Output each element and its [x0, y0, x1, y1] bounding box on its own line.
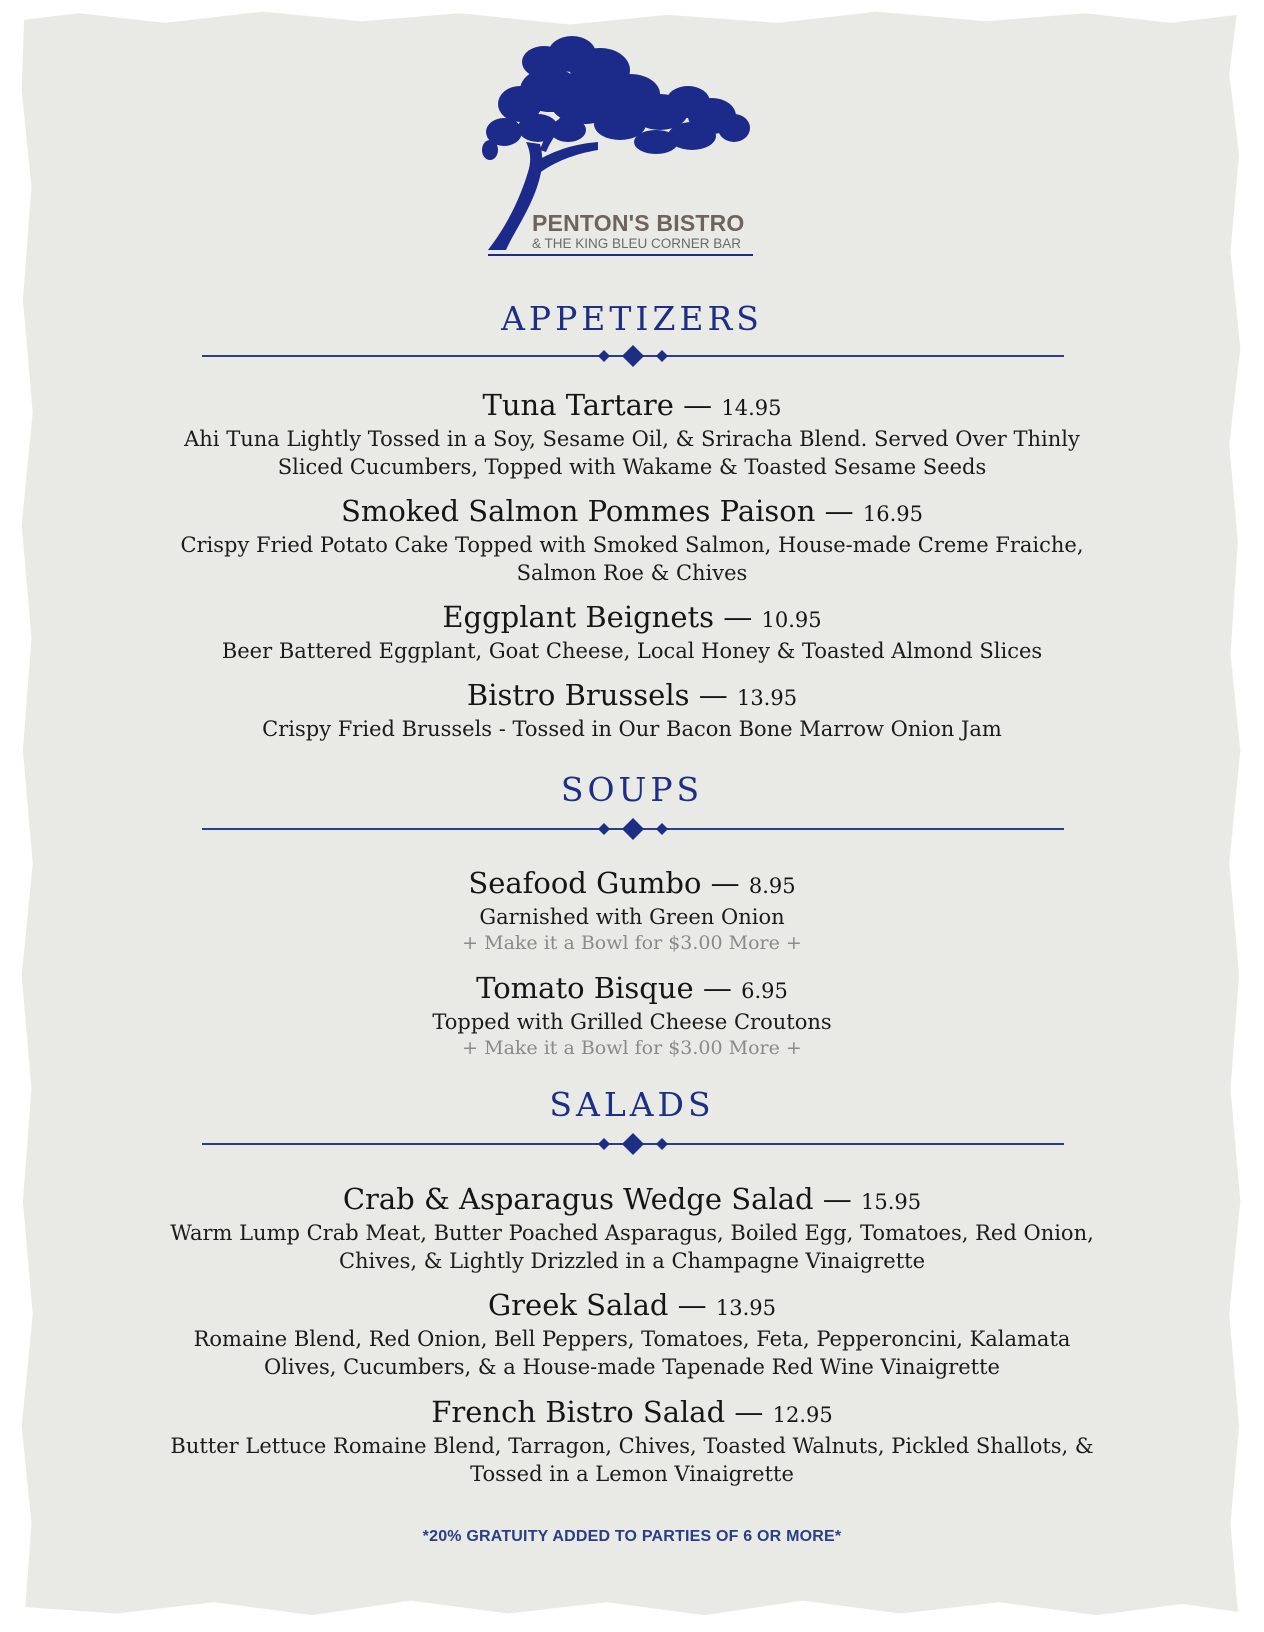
item-price: 8.95 [748, 874, 796, 898]
section-heading-appetizers: APPETIZERS [501, 299, 763, 338]
item-name: Greek Salad [488, 1288, 669, 1322]
section-divider [202, 1132, 1064, 1156]
item-price: 10.95 [761, 608, 822, 632]
item-description: Tossed in a Lemon Vinaigrette [470, 1462, 794, 1486]
logo-underline [488, 254, 753, 256]
item-name: Tomato Bisque [476, 971, 694, 1005]
item-description: Crispy Fried Brussels - Tossed in Our Bacon Bone Marrow Onion Jam [262, 717, 1002, 741]
menu-item: Tomato Bisque — 6.95 Topped with Grilled Cheese Croutons + Make it a Bowl for $3.00 More + [0, 971, 1264, 1060]
item-name: Smoked Salmon Pommes Paison [340, 494, 816, 528]
item-description: Olives, Cucumbers, & a House-made Tapenade Red Wine Vinaigrette [264, 1355, 1000, 1379]
item-note: + Make it a Bowl for $3.00 More + [462, 1037, 802, 1059]
item-description: Ahi Tuna Lightly Tossed in a Soy, Sesame Oil, & Sriracha Blend. Served Over Thinly [184, 427, 1080, 451]
menu-item: Bistro Brussels — 13.95 Crispy Fried Brussels - Tossed in Our Bacon Bone Marrow Onion Jam [0, 678, 1264, 743]
menu-item: Greek Salad — 13.95 Romaine Blend, Red Onion, Bell Peppers, Tomatoes, Feta, Pepperoncini, Kalamata Olives, Cucumbers, & a House-made Tapenade Red Wine Vinaigrette [0, 1288, 1264, 1381]
item-description: Crispy Fried Potato Cake Topped with Smoked Salmon, House-made Creme Fraiche, [180, 533, 1084, 557]
section-heading-salads: SALADS [549, 1085, 715, 1124]
menu-item: Crab & Asparagus Wedge Salad — 15.95 Warm Lump Crab Meat, Butter Poached Asparagus, Boiled Egg, Tomatoes, Red Onion, Chives, & Lightly Drizzled in a Champagne Vinaigrette [0, 1182, 1264, 1275]
menu-item: Eggplant Beignets — 10.95 Beer Battered Eggplant, Goat Cheese, Local Honey & Toasted Almond Slices [0, 600, 1264, 665]
item-price: 13.95 [736, 686, 798, 710]
item-name: Crab & Asparagus Wedge Salad [342, 1182, 814, 1216]
menu-item: Tuna Tartare — 14.95 Ahi Tuna Lightly Tossed in a Soy, Sesame Oil, & Sriracha Blend. Served Over Thinly Sliced Cucumbers, Topped with Wakame & Toasted Sesame Seeds [0, 388, 1264, 481]
item-price: 12.95 [772, 1403, 833, 1427]
item-description: Sliced Cucumbers, Topped with Wakame & Toasted Sesame Seeds [277, 455, 987, 479]
item-name: Eggplant Beignets [442, 600, 715, 634]
menu-item: Smoked Salmon Pommes Paison — 16.95 Crispy Fried Potato Cake Topped with Smoked Salmon, House-made Creme Fraiche, Salmon Roe & Chives [0, 494, 1264, 587]
section-divider [202, 344, 1064, 368]
section-divider [202, 817, 1064, 841]
item-description: Butter Lettuce Romaine Blend, Tarragon, Chives, Toasted Walnuts, Pickled Shallots, & [170, 1434, 1094, 1458]
menu-item: Seafood Gumbo — 8.95 Garnished with Green Onion + Make it a Bowl for $3.00 More + [0, 866, 1264, 955]
item-price: 15.95 [861, 1190, 922, 1214]
item-description: Topped with Grilled Cheese Croutons [432, 1010, 832, 1034]
item-description: Chives, & Lightly Drizzled in a Champagne Vinaigrette [338, 1249, 926, 1273]
section-heading-soups: SOUPS [560, 770, 704, 809]
item-note: + Make it a Bowl for $3.00 More + [462, 932, 802, 954]
logo-name: PENTON'S BISTRO [532, 210, 745, 236]
item-description: Warm Lump Crab Meat, Butter Poached Asparagus, Boiled Egg, Tomatoes, Red Onion, [170, 1221, 1094, 1245]
item-name: Seafood Gumbo [468, 866, 702, 900]
item-price: 6.95 [741, 979, 788, 1003]
restaurant-logo [480, 32, 780, 262]
item-price: 13.95 [715, 1296, 776, 1320]
item-description: Garnished with Green Onion [479, 905, 785, 929]
item-price: 16.95 [862, 502, 924, 526]
item-name: Tuna Tartare [482, 388, 674, 422]
item-description: Beer Battered Eggplant, Goat Cheese, Local Honey & Toasted Almond Slices [221, 639, 1043, 663]
item-name: French Bistro Salad [431, 1395, 726, 1429]
logo-subtitle: & THE KING BLEU CORNER BAR [532, 236, 742, 251]
item-description: Salmon Roe & Chives [516, 561, 748, 585]
gratuity-notice: *20% GRATUITY ADDED TO PARTIES OF 6 OR MORE* [422, 1528, 842, 1545]
item-description: Romaine Blend, Red Onion, Bell Peppers, Tomatoes, Feta, Pepperoncini, Kalamata [193, 1327, 1071, 1351]
item-price: 14.95 [721, 396, 782, 420]
item-name: Bistro Brussels [466, 678, 690, 712]
menu-item: French Bistro Salad — 12.95 Butter Lettuce Romaine Blend, Tarragon, Chives, Toasted Walnuts, Pickled Shallots, & Tossed in a Lemon Vinaigrette [0, 1395, 1264, 1488]
